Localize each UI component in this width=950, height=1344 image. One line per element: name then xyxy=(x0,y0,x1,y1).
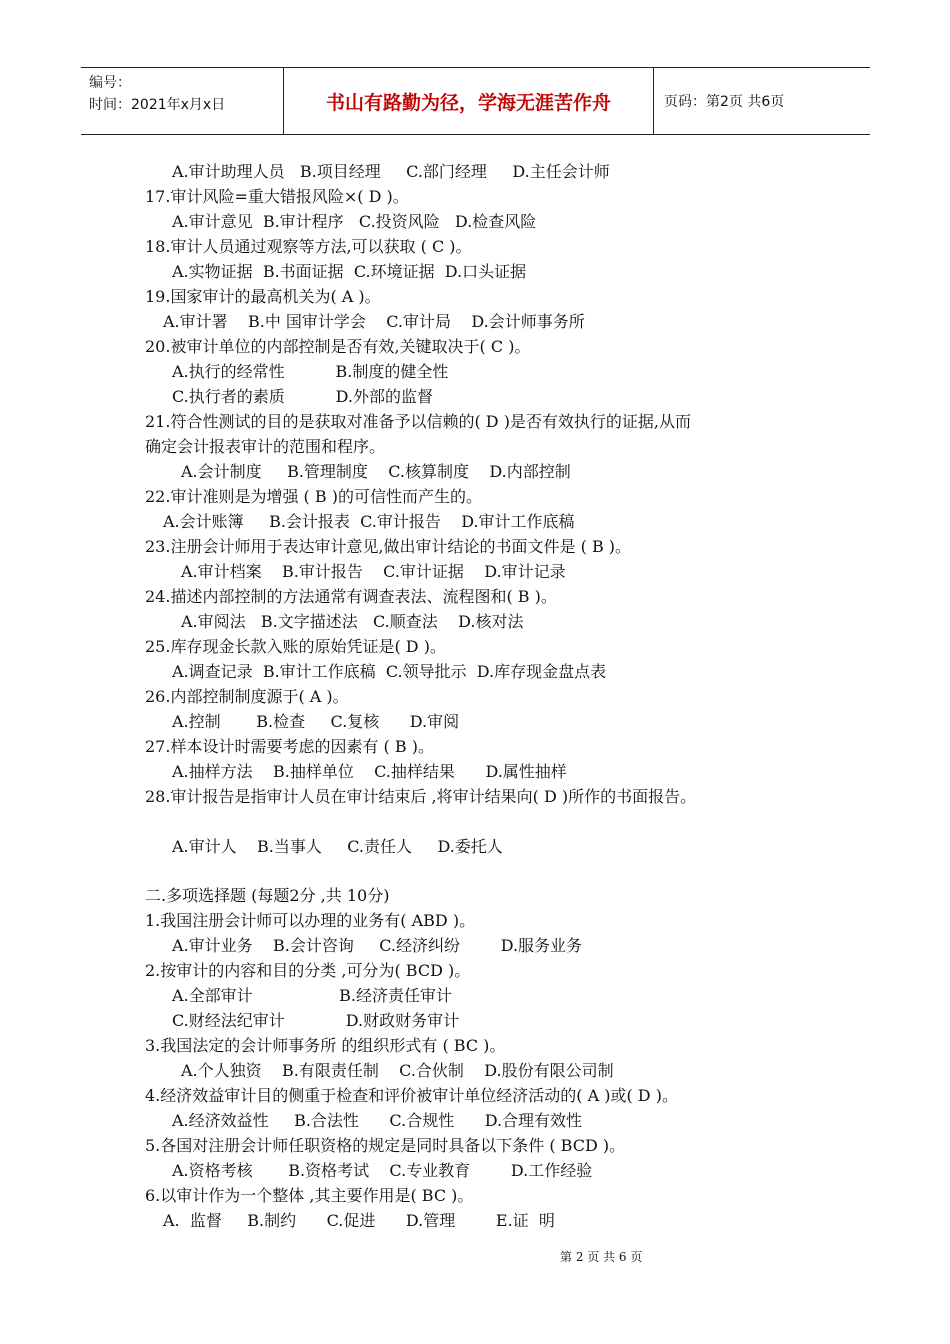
text-line: 3.我国法定的会计师事务所 的组织形式有 ( BC )。 xyxy=(145,1036,506,1055)
text-line: A.抽样方法 B.抽样单位 C.抽样结果 D.属性抽样 xyxy=(172,762,567,781)
text-line: 17.审计风险=重大错报风险×( D )。 xyxy=(145,187,409,206)
text-line: A.审计意见 B.审计程序 C.投资风险 D.检查风险 xyxy=(172,212,537,231)
text-line: 26.内部控制制度源于( A )。 xyxy=(145,687,349,706)
text-line: 27.样本设计时需要考虑的因素有 ( B )。 xyxy=(145,737,434,756)
text-line: A.审阅法 B.文字描述法 C.顺查法 D.核对法 xyxy=(181,612,524,631)
text-line: 6.以审计作为一个整体 ,其主要作用是( BC )。 xyxy=(145,1186,474,1205)
text-line: 23.注册会计师用于表达审计意见,做出审计结论的书面文件是 ( B )。 xyxy=(145,537,632,556)
text-line: A.实物证据 B.书面证据 C.环境证据 D.口头证据 xyxy=(172,262,527,281)
text-line: A.审计人 B.当事人 C.责任人 D.委托人 xyxy=(172,837,503,856)
text-line: A.控制 B.检查 C.复核 D.审阅 xyxy=(172,712,460,731)
text-line: 二.多项选择题 (每题2分 ,共 10分) xyxy=(145,886,390,905)
text-line: 2.按审计的内容和目的分类 ,可分为( BCD )。 xyxy=(145,961,471,980)
text-line: A. 监督 B.制约 C.促进 D.管理 E.证 明 xyxy=(163,1211,555,1230)
text-line: 28.审计报告是指审计人员在审计结束后 ,将审计结果向( D )所作的书面报告。 xyxy=(145,787,697,806)
header-info-cell xyxy=(81,68,284,134)
text-line: A.调查记录 B.审计工作底稿 C.领导批示 D.库存现金盘点表 xyxy=(172,662,607,681)
text-line: 18.审计人员通过观察等方法,可以获取 ( C )。 xyxy=(145,237,472,256)
page-header xyxy=(81,67,870,135)
text-line: A.会计账簿 B.会计报表 C.审计报告 D.审计工作底稿 xyxy=(163,512,575,531)
text-line: A.执行的经常性 B.制度的健全性 xyxy=(172,362,449,381)
text-line: 22.审计准则是为增强 ( B )的可信性而产生的。 xyxy=(145,487,482,506)
text-line: C.执行者的素质 D.外部的监督 xyxy=(172,387,433,406)
header-page-label: 页码：第2页 共6页 xyxy=(664,94,785,110)
text-line: 5.各国对注册会计师任职资格的规定是同时具备以下条件 ( BCD )。 xyxy=(145,1136,626,1155)
header-time-label: 时间：2021年x月x日 xyxy=(89,97,226,113)
text-line: A.审计业务 B.会计咨询 C.经济纠纷 D.服务业务 xyxy=(172,936,583,955)
text-line: 25.库存现金长款入账的原始凭证是( D )。 xyxy=(145,637,446,656)
text-line: A.经济效益性 B.合法性 C.合规性 D.合理有效性 xyxy=(172,1111,583,1130)
text-line: 1.我国注册会计师可以办理的业务有( ABD )。 xyxy=(145,911,476,930)
text-line: A.个人独资 B.有限责任制 C.合伙制 D.股份有限公司制 xyxy=(181,1061,614,1080)
text-line: 20.被审计单位的内部控制是否有效,关键取决于( C )。 xyxy=(145,337,531,356)
text-line: A.全部审计 B.经济责任审计 xyxy=(172,986,452,1005)
text-line: A.资格考核 B.资格考试 C.专业教育 D.工作经验 xyxy=(172,1161,593,1180)
header-number-label: 编号： xyxy=(89,75,131,91)
text-line: C.财经法纪审计 D.财政财务审计 xyxy=(172,1011,460,1030)
text-line: A.审计档案 B.审计报告 C.审计证据 D.审计记录 xyxy=(181,562,566,581)
text-line: 24.描述内部控制的方法通常有调查表法、流程图和( B )。 xyxy=(145,587,557,606)
header-motto: 书山有路勤为径，学海无涯苦作舟 xyxy=(284,68,654,134)
page-footer: 第 2 页 共 6 页 xyxy=(560,1250,643,1264)
text-line: A.审计署 B.中 国审计学会 C.审计局 D.会计师事务所 xyxy=(163,312,585,331)
text-line: A.会计制度 B.管理制度 C.核算制度 D.内部控制 xyxy=(181,462,571,481)
text-line: 19.国家审计的最高机关为( A )。 xyxy=(145,287,381,306)
text-line: 4.经济效益审计目的侧重于检查和评价被审计单位经济活动的( A )或( D )。 xyxy=(145,1086,678,1105)
text-line: 21.符合性测试的目的是获取对准备予以信赖的( D )是否有效执行的证据,从而 xyxy=(145,412,692,431)
text-line: 确定会计报表审计的范围和程序。 xyxy=(145,437,386,456)
text-line: A.审计助理人员 B.项目经理 C.部门经理 D.主任会计师 xyxy=(172,162,610,181)
